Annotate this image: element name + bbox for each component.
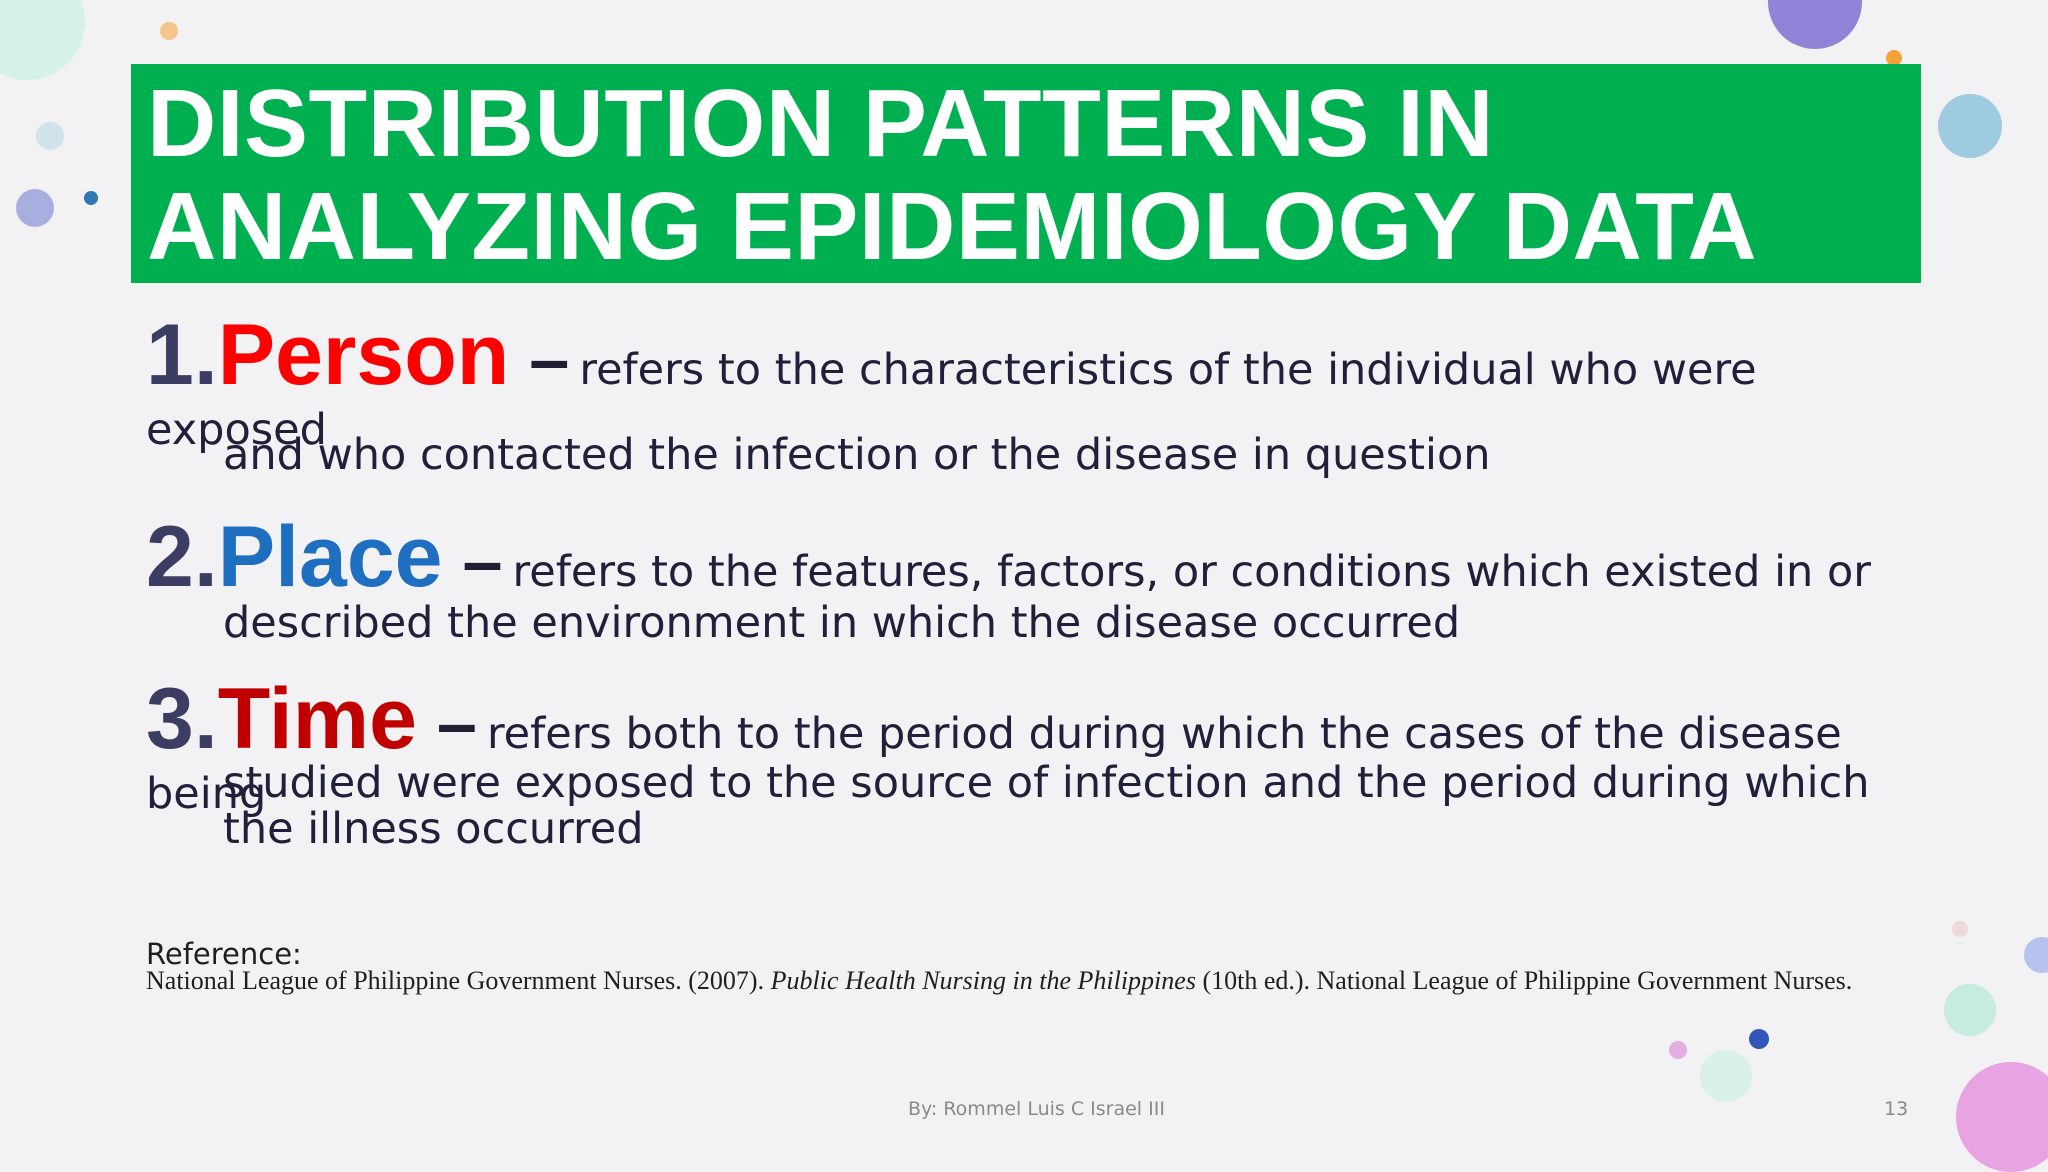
decorative-circle [1952, 921, 1968, 937]
item-number: 3. [146, 671, 218, 767]
continuation-text: described the environment in which the disease occurred [223, 598, 1461, 648]
keyword-person: Person [217, 307, 510, 403]
citation-suffix: (10th ed.). National League of Philippine Government Nurses. [1195, 966, 1853, 995]
title-line-1: DISTRIBUTION PATTERNS IN [147, 70, 1495, 177]
item-number: 2. [146, 509, 218, 605]
continuation-text: studied were exposed to the source of infection and the period during which the illness occurred [223, 758, 1870, 854]
decorative-circle [1669, 1041, 1687, 1059]
decorative-circle [1938, 94, 2002, 158]
definition-text: refers to the characteristics of the individual who were exposed [146, 345, 1757, 455]
decorative-circle [1956, 1062, 2048, 1172]
title-banner [131, 64, 1921, 283]
decorative-circle [16, 189, 54, 227]
citation-book-title: Public Health Nursing in the Philippines [770, 966, 1196, 995]
definition-text: refers both to the period during which the cases of the disease being [146, 709, 1842, 819]
decorative-circle [1700, 1050, 1752, 1102]
list-item-place [146, 508, 1906, 607]
footer-author: By: Rommel Luis C Israel III [908, 1098, 1165, 1120]
item-number: 1. [146, 307, 218, 403]
keyword-time: Time [217, 671, 417, 767]
title-line-2: ANALYZING EPIDEMIOLOGY DATA [147, 173, 1758, 280]
decorative-circle [1944, 984, 1996, 1036]
keyword-place: Place [217, 509, 443, 605]
decorative-circle [1749, 1029, 1769, 1049]
dash: – [436, 684, 477, 764]
definition-text: refers to the features, factors, or conditions which existed in or [512, 547, 1871, 597]
decorative-circle [84, 191, 98, 205]
page-number: 13 [1884, 1098, 1909, 1120]
decorative-circle [36, 122, 64, 150]
reference-citation [146, 967, 1886, 994]
decorative-circle [2024, 937, 2048, 973]
continuation-text: and who contacted the infection or the disease in question [223, 430, 1491, 480]
decorative-circle [160, 22, 178, 40]
citation-prefix: National League of Philippine Government Nurses. (2007). [146, 966, 771, 995]
dash: – [462, 522, 503, 602]
dash: – [529, 320, 570, 400]
decorative-circle [0, 0, 85, 80]
reference-heading: Reference: [146, 937, 302, 971]
decorative-circle [1768, 0, 1862, 49]
